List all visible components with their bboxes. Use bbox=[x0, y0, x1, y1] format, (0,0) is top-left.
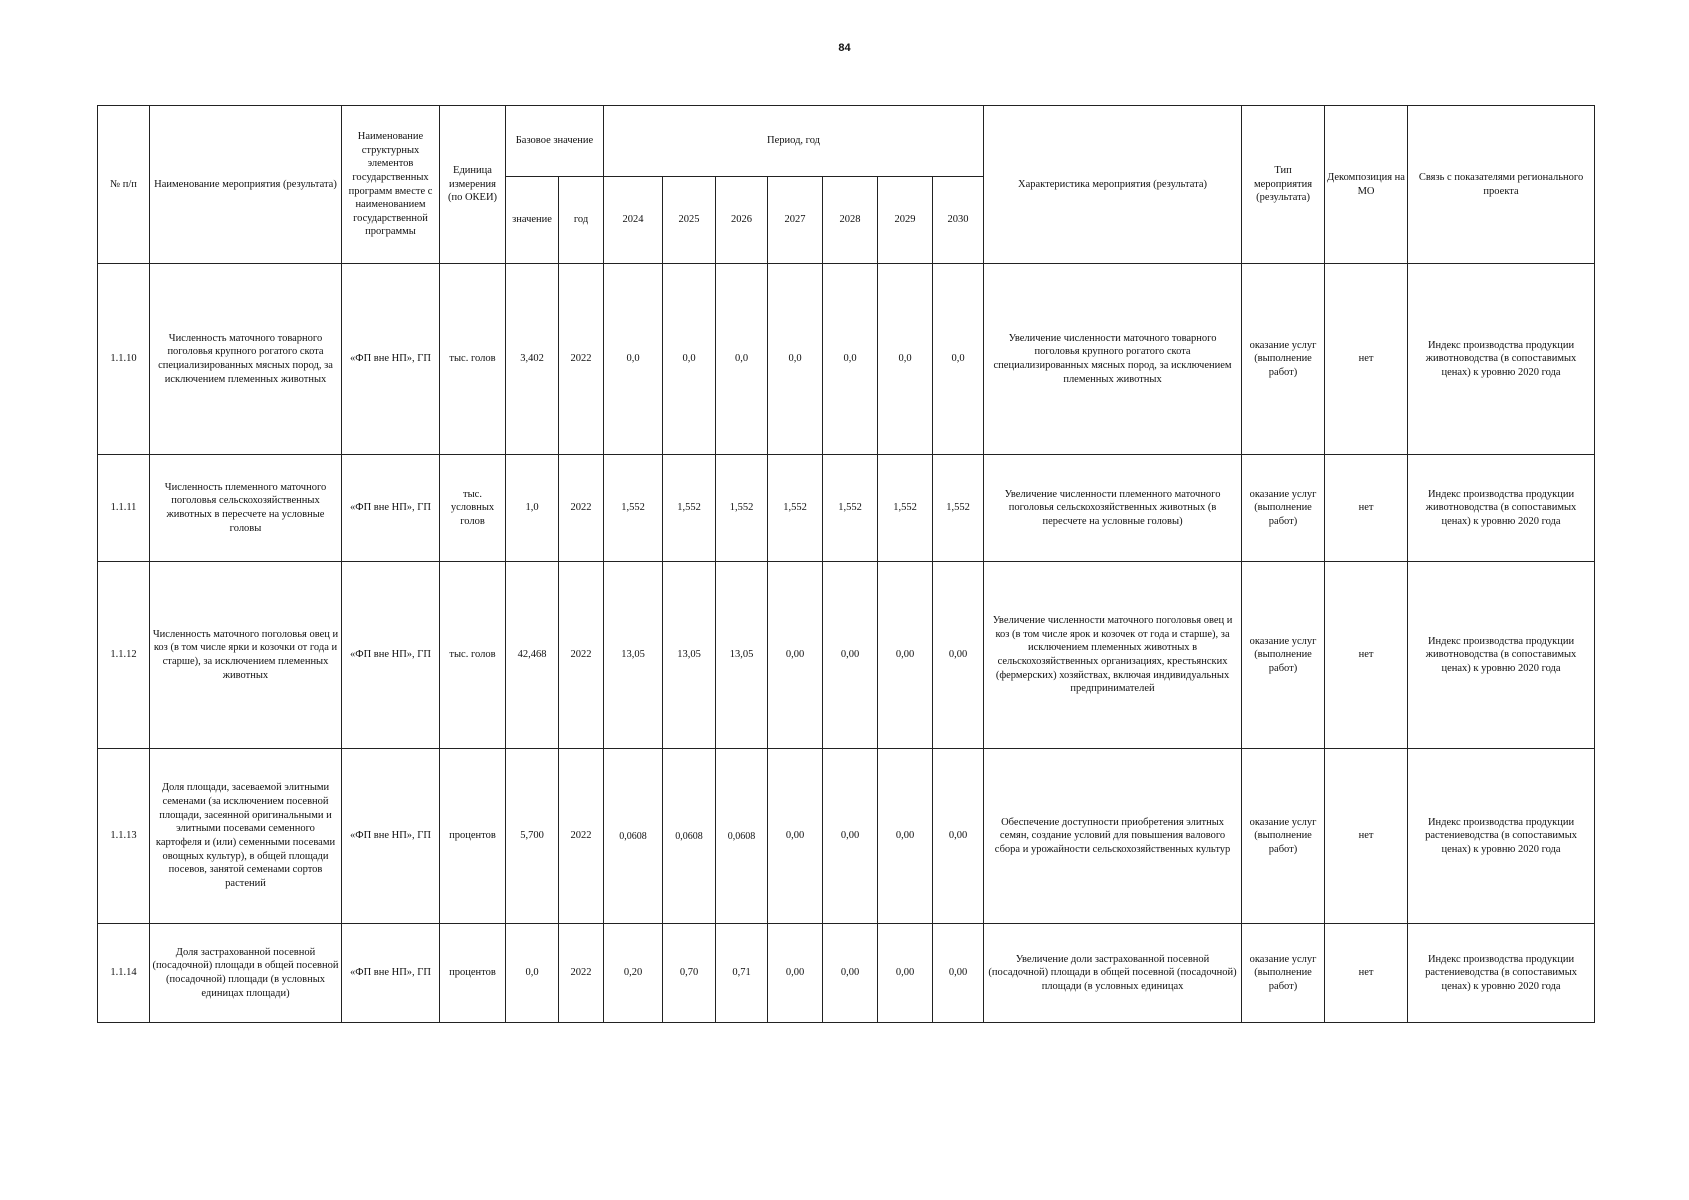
row-program: «ФП вне НП», ГП bbox=[342, 264, 440, 455]
row-value-2024: 0,20 bbox=[604, 924, 663, 1023]
header-type: Тип мероприятия (результата) bbox=[1242, 106, 1325, 264]
row-link: Индекс производства продукции животноводства (в сопоставимых ценах) к уровню 2020 года bbox=[1408, 455, 1595, 562]
row-base-value: 3,402 bbox=[506, 264, 559, 455]
row-characteristic: Увеличение численности маточного товарного поголовья крупного рогатого скота специализированных мясных пород, за исключением племенных животных bbox=[984, 264, 1242, 455]
row-type: оказание услуг (выполнение работ) bbox=[1242, 924, 1325, 1023]
measures-table bbox=[97, 105, 1595, 1023]
row-base-year: 2022 bbox=[559, 924, 604, 1023]
header-link: Связь с показателями регионального проекта bbox=[1408, 106, 1595, 264]
header-year: год bbox=[559, 177, 604, 264]
row-num: 1.1.12 bbox=[98, 562, 150, 749]
header-2028: 2028 bbox=[823, 177, 878, 264]
row-base-value: 0,0 bbox=[506, 924, 559, 1023]
row-event-name: Доля площади, засеваемой элитными семенами (за исключением посевной площади, засеянной оригинальными и элитными посевами семенного картофеля и (или) семенными посевами овощных культур), в общей площади посевов, занятой семенами сортов растений bbox=[150, 749, 342, 924]
row-type: оказание услуг (выполнение работ) bbox=[1242, 264, 1325, 455]
row-unit: тыс. голов bbox=[440, 562, 506, 749]
row-base-year: 2022 bbox=[559, 264, 604, 455]
row-characteristic: Обеспечение доступности приобретения элитных семян, создание условий для повышения валового сбора и урожайности сельскохозяйственных культур bbox=[984, 749, 1242, 924]
row-base-value: 1,0 bbox=[506, 455, 559, 562]
table-row bbox=[98, 455, 1595, 562]
row-value-2029: 0,00 bbox=[878, 924, 933, 1023]
row-value-2029: 0,00 bbox=[878, 749, 933, 924]
table-row bbox=[98, 749, 1595, 924]
row-value-2029: 1,552 bbox=[878, 455, 933, 562]
row-value-2025: 0,0608 bbox=[663, 749, 716, 924]
row-characteristic: Увеличение численности маточного поголовья овец и коз (в том числе ярок и козочек от года и старше), за исключением племенных животных в сельскохозяйственных организациях, крестьянских (фермерских) хозяйствах, включая индивидуальных предпринимателей bbox=[984, 562, 1242, 749]
header-row-top bbox=[98, 106, 1595, 177]
row-unit: тыс. условных голов bbox=[440, 455, 506, 562]
row-value-2030: 0,00 bbox=[933, 924, 984, 1023]
table-row bbox=[98, 562, 1595, 749]
row-link: Индекс производства продукции растениеводства (в сопоставимых ценах) к уровню 2020 года bbox=[1408, 924, 1595, 1023]
row-base-year: 2022 bbox=[559, 749, 604, 924]
row-value-2029: 0,0 bbox=[878, 264, 933, 455]
row-value-2030: 0,0 bbox=[933, 264, 984, 455]
row-event-name: Численность маточного товарного поголовья крупного рогатого скота специализированных мясных пород, за исключением племенных животных bbox=[150, 264, 342, 455]
row-type: оказание услуг (выполнение работ) bbox=[1242, 749, 1325, 924]
header-decomposition: Декомпозиция на МО bbox=[1325, 106, 1408, 264]
row-base-value: 42,468 bbox=[506, 562, 559, 749]
row-characteristic: Увеличение доли застрахованной посевной (посадочной) площади в общей посевной (посадочной) площади (в условных единицах bbox=[984, 924, 1242, 1023]
row-type: оказание услуг (выполнение работ) bbox=[1242, 562, 1325, 749]
header-unit: Единица измерения (по ОКЕИ) bbox=[440, 106, 506, 264]
row-value-2030: 0,00 bbox=[933, 749, 984, 924]
header-value: значение bbox=[506, 177, 559, 264]
row-value-2025: 0,0 bbox=[663, 264, 716, 455]
row-base-year: 2022 bbox=[559, 562, 604, 749]
header-2024: 2024 bbox=[604, 177, 663, 264]
row-value-2028: 0,0 bbox=[823, 264, 878, 455]
row-value-2025: 13,05 bbox=[663, 562, 716, 749]
row-num: 1.1.13 bbox=[98, 749, 150, 924]
row-event-name: Численность племенного маточного поголовья сельскохозяйственных животных в пересчете на условные головы bbox=[150, 455, 342, 562]
header-num: № п/п bbox=[98, 106, 150, 264]
row-unit: процентов bbox=[440, 924, 506, 1023]
row-event-name: Доля застрахованной посевной (посадочной) площади в общей посевной (посадочной) площади (в условных единицах площади) bbox=[150, 924, 342, 1023]
row-num: 1.1.10 bbox=[98, 264, 150, 455]
header-2029: 2029 bbox=[878, 177, 933, 264]
header-period: Период, год bbox=[604, 106, 984, 177]
row-value-2024: 0,0608 bbox=[604, 749, 663, 924]
row-event-name: Численность маточного поголовья овец и коз (в том числе ярки и козочки от года и старше), за исключением племенных животных bbox=[150, 562, 342, 749]
row-value-2026: 0,71 bbox=[716, 924, 768, 1023]
row-value-2027: 0,00 bbox=[768, 749, 823, 924]
row-value-2024: 1,552 bbox=[604, 455, 663, 562]
row-decomposition: нет bbox=[1325, 562, 1408, 749]
row-link: Индекс производства продукции животноводства (в сопоставимых ценах) к уровню 2020 года bbox=[1408, 562, 1595, 749]
table-row bbox=[98, 924, 1595, 1023]
row-value-2029: 0,00 bbox=[878, 562, 933, 749]
row-value-2026: 0,0608 bbox=[716, 749, 768, 924]
row-decomposition: нет bbox=[1325, 749, 1408, 924]
row-value-2024: 13,05 bbox=[604, 562, 663, 749]
row-decomposition: нет bbox=[1325, 455, 1408, 562]
row-decomposition: нет bbox=[1325, 924, 1408, 1023]
row-characteristic: Увеличение численности племенного маточного поголовья сельскохозяйственных животных (в пересчете на условные головы) bbox=[984, 455, 1242, 562]
row-base-value: 5,700 bbox=[506, 749, 559, 924]
header-event-name: Наименование мероприятия (результата) bbox=[150, 106, 342, 264]
header-base-value: Базовое значение bbox=[506, 106, 604, 177]
row-program: «ФП вне НП», ГП bbox=[342, 562, 440, 749]
header-2026: 2026 bbox=[716, 177, 768, 264]
row-value-2030: 0,00 bbox=[933, 562, 984, 749]
row-value-2024: 0,0 bbox=[604, 264, 663, 455]
row-value-2027: 1,552 bbox=[768, 455, 823, 562]
row-value-2025: 0,70 bbox=[663, 924, 716, 1023]
row-value-2026: 0,0 bbox=[716, 264, 768, 455]
row-link: Индекс производства продукции растениеводства (в сопоставимых ценах) к уровню 2020 года bbox=[1408, 749, 1595, 924]
row-value-2026: 13,05 bbox=[716, 562, 768, 749]
header-2030: 2030 bbox=[933, 177, 984, 264]
header-2027: 2027 bbox=[768, 177, 823, 264]
row-value-2030: 1,552 bbox=[933, 455, 984, 562]
row-num: 1.1.14 bbox=[98, 924, 150, 1023]
row-value-2028: 0,00 bbox=[823, 562, 878, 749]
header-characteristic: Характеристика мероприятия (результата) bbox=[984, 106, 1242, 264]
row-program: «ФП вне НП», ГП bbox=[342, 924, 440, 1023]
page-number: 84 bbox=[838, 42, 851, 54]
row-value-2027: 0,00 bbox=[768, 562, 823, 749]
row-base-year: 2022 bbox=[559, 455, 604, 562]
table-row bbox=[98, 264, 1595, 455]
row-value-2028: 0,00 bbox=[823, 924, 878, 1023]
row-program: «ФП вне НП», ГП bbox=[342, 749, 440, 924]
row-value-2025: 1,552 bbox=[663, 455, 716, 562]
row-value-2027: 0,00 bbox=[768, 924, 823, 1023]
row-value-2028: 1,552 bbox=[823, 455, 878, 562]
row-program: «ФП вне НП», ГП bbox=[342, 455, 440, 562]
row-link: Индекс производства продукции животноводства (в сопоставимых ценах) к уровню 2020 года bbox=[1408, 264, 1595, 455]
row-decomposition: нет bbox=[1325, 264, 1408, 455]
row-value-2027: 0,0 bbox=[768, 264, 823, 455]
header-2025: 2025 bbox=[663, 177, 716, 264]
row-type: оказание услуг (выполнение работ) bbox=[1242, 455, 1325, 562]
row-value-2028: 0,00 bbox=[823, 749, 878, 924]
row-value-2026: 1,552 bbox=[716, 455, 768, 562]
row-unit: процентов bbox=[440, 749, 506, 924]
row-num: 1.1.11 bbox=[98, 455, 150, 562]
row-unit: тыс. голов bbox=[440, 264, 506, 455]
header-structural: Наименование структурных элементов государственных программ вместе с наименованием государственной программы bbox=[342, 106, 440, 264]
